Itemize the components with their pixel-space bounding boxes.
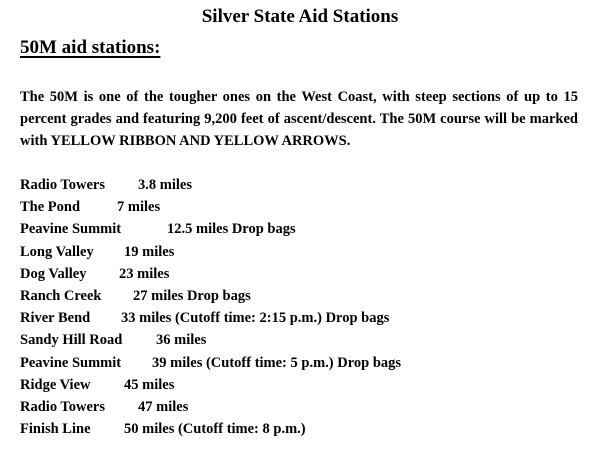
station-name: River Bend bbox=[20, 310, 91, 327]
station-row bbox=[20, 396, 580, 418]
intro-paragraph: The 50M is one of the tougher ones on the West Coast, with steep sections of up to 15 percent grades and featuring 9,200 feet of ascent/descent. The 50M course will be marked with YELLOW RIBBON AND YELLOW ARROWS. bbox=[20, 89, 578, 149]
station-detail: 36 miles bbox=[156, 332, 207, 349]
station-detail: 45 miles bbox=[124, 376, 175, 393]
page-title: Silver State Aid Stations bbox=[201, 6, 399, 27]
station-name: Ridge View bbox=[20, 376, 91, 393]
station-row bbox=[20, 196, 580, 218]
station-row bbox=[20, 285, 580, 307]
station-row bbox=[20, 241, 580, 263]
station-name: Finish Line bbox=[20, 421, 91, 438]
station-detail: 47 miles bbox=[138, 398, 189, 415]
station-row bbox=[20, 329, 580, 351]
station-row bbox=[20, 374, 580, 396]
station-row bbox=[20, 418, 580, 440]
station-name: Peavine Summit bbox=[20, 354, 122, 371]
station-row bbox=[20, 174, 580, 196]
station-detail: 3.8 miles bbox=[138, 177, 192, 193]
aid-station-list bbox=[20, 174, 580, 440]
station-name: The Pond bbox=[20, 199, 81, 216]
station-detail: 33 miles (Cutoff time: 2:15 p.m.) Drop bags bbox=[121, 310, 390, 327]
station-detail: 19 miles bbox=[124, 243, 175, 260]
section-heading: 50M aid stations: bbox=[20, 37, 161, 58]
station-row bbox=[20, 263, 580, 285]
station-name: Sandy Hill Road bbox=[20, 332, 123, 349]
station-detail: 39 miles (Cutoff time: 5 p.m.) Drop bags bbox=[152, 354, 402, 371]
station-name: Long Valley bbox=[20, 243, 94, 260]
station-name: Radio Towers bbox=[20, 398, 106, 415]
station-detail: 27 miles Drop bags bbox=[133, 287, 251, 304]
station-detail: 50 miles (Cutoff time: 8 p.m.) bbox=[124, 421, 306, 438]
station-name: Ranch Creek bbox=[20, 287, 102, 304]
station-detail: 12.5 miles Drop bags bbox=[167, 221, 296, 238]
station-detail: 7 miles bbox=[117, 199, 161, 216]
station-name: Peavine Summit bbox=[20, 221, 122, 238]
station-name: Radio Towers bbox=[20, 177, 106, 193]
station-name: Dog Valley bbox=[20, 265, 87, 282]
station-detail: 23 miles bbox=[119, 265, 170, 282]
station-row bbox=[20, 352, 580, 374]
station-row bbox=[20, 218, 580, 240]
station-row bbox=[20, 307, 580, 329]
